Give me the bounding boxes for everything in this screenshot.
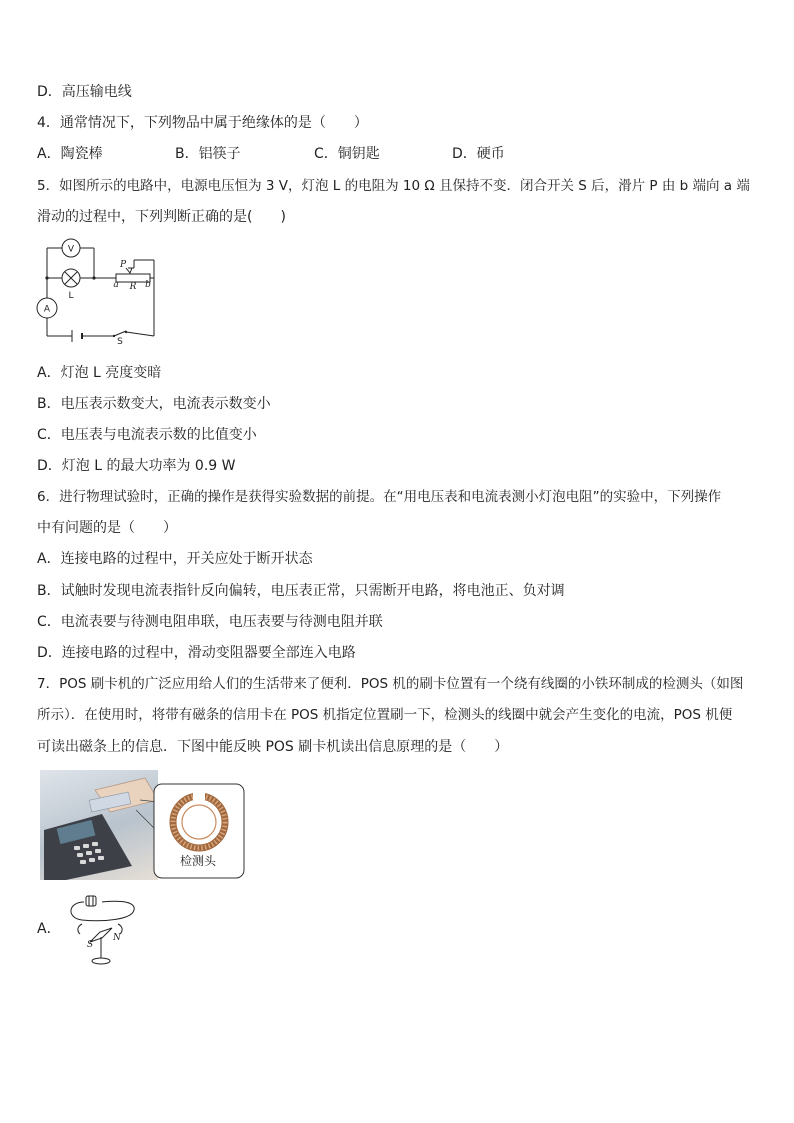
q7-stem-line1: 7．POS 刷卡机的广泛应用给人们的生活带来了便利．POS 机的刷卡位置有一个绕有线圈的小铁环制成的检测头（如图 (37, 676, 744, 692)
q5-stem-line1: 5．如图所示的电路中，电源电压恒为 3 V，灯泡 L 的电阻为 10 Ω 且保持不变．闭合开关 S 后，滑片 P 由 b 端向 a 端 (37, 178, 750, 194)
q5-circuit-diagram (30, 236, 160, 346)
q4-option-b: B．铝筷子 (175, 146, 241, 162)
q5-option-b: B．电压表示数变大，电流表示数变小 (37, 396, 271, 412)
q4-option-c: C．铜钥匙 (314, 146, 380, 162)
voltmeter-label: V (67, 244, 75, 255)
q4-option-d: D．硬币 (452, 146, 505, 162)
lamp-label: L (68, 291, 74, 301)
q6-stem-line1: 6．进行物理试验时，正确的操作是获得实验数据的前提。在“用电压表和电流表测小灯泡电阻”的实验中，下列操作 (37, 489, 722, 505)
q5-option-d: D．灯泡 L 的最大功率为 0.9 W (37, 458, 236, 474)
pole-s-label: S (87, 940, 94, 950)
pole-n-label: N (113, 933, 121, 943)
q4-option-a: A．陶瓷棒 (37, 146, 103, 162)
q7-stem-line3: 可读出磁条上的信息．下图中能反映 POS 刷卡机读出信息原理的是（ ） (37, 739, 509, 755)
slider-label: P (119, 260, 127, 270)
q7-option-a-figure (62, 890, 142, 970)
end-b-label: b (145, 280, 151, 290)
q7-option-a-label: A． (37, 921, 61, 937)
q5-stem-line2: 滑动的过程中，下列判断正确的是( ) (37, 209, 286, 225)
switch-label: S (117, 337, 123, 346)
q6-option-d: D．连接电路的过程中，滑动变阻器要全部连入电路 (37, 645, 356, 661)
pos-machine-illustration (40, 770, 250, 880)
q7-stem-line2: 所示）．在使用时，将带有磁条的信用卡在 POS 机指定位置刷一下，检测头的线圈中就会产生变化的电流，POS 机便 (37, 707, 733, 723)
pos-machine-figure (40, 770, 250, 880)
resistor-label: R (129, 282, 137, 292)
end-a-label: a (113, 280, 119, 290)
q3-option-d: D．高压输电线 (37, 84, 132, 100)
q6-option-c: C．电流表要与待测电阻串联，电压表要与待测电阻并联 (37, 614, 383, 630)
ammeter-label: A (43, 304, 51, 315)
detection-head-caption: 检测头 (180, 854, 217, 868)
q5-option-c: C．电压表与电流表示数的比值变小 (37, 427, 257, 443)
q6-option-b: B．试触时发现电流表指针反向偏转，电压表正常，只需断开电路，将电池正、负对调 (37, 583, 565, 599)
q6-option-a: A．连接电路的过程中，开关应处于断开状态 (37, 551, 313, 567)
q6-stem-line2: 中有问题的是（ ） (37, 520, 177, 536)
q4-stem: 4．通常情况下，下列物品中属于绝缘体的是（ ） (37, 115, 368, 131)
q5-option-a: A．灯泡 L 亮度变暗 (37, 365, 162, 381)
